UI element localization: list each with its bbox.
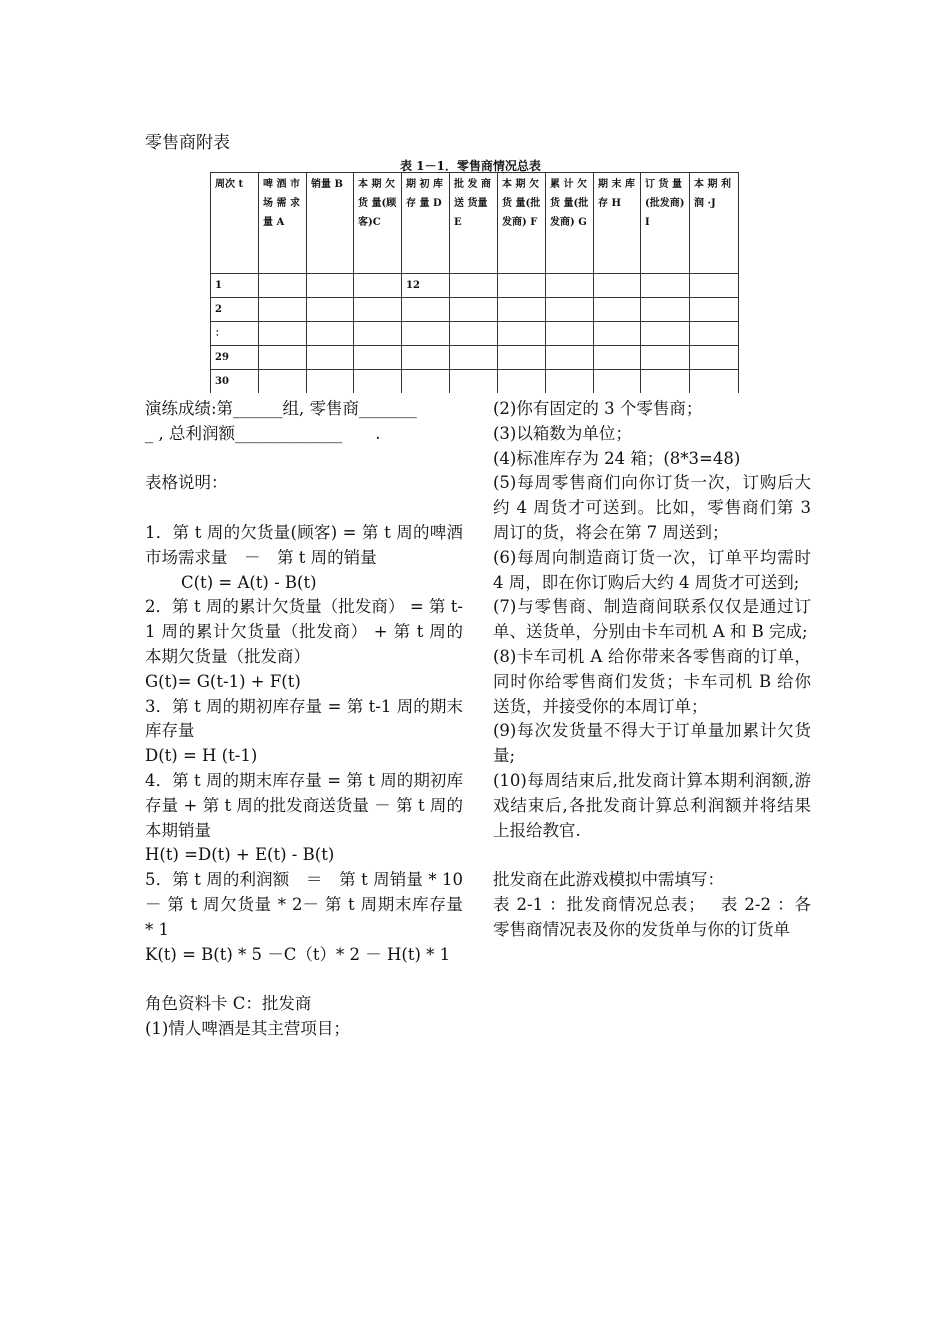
fill-in-title: 批发商在此游戏模拟中需填写： <box>493 870 724 890</box>
table-cell: 30 <box>211 370 259 394</box>
table-cell <box>594 370 641 394</box>
table-cell <box>546 346 594 370</box>
table-cell <box>402 346 450 370</box>
table-cell <box>690 322 739 346</box>
header-closing-stock: 期 末 库 存 H <box>594 173 641 274</box>
note-1-text: 1．第 t 周的欠货量(顾客) = 第 t 周的啤酒市场需求量 － 第 t 周的销量 <box>145 522 463 567</box>
table-cell: 1 <box>211 274 259 298</box>
retailer-summary-table-wrap <box>210 172 738 392</box>
table-cell <box>546 274 594 298</box>
header-market-demand: 啤 酒 市 场 需 求 量 A <box>259 173 307 274</box>
table-cell <box>498 274 546 298</box>
header-sales: 销量 B <box>307 173 354 274</box>
table-cell <box>259 274 307 298</box>
role-item-4: (4)标准库存为 24 箱；(8*3=48) <box>493 448 741 468</box>
note-4-text: 4．第 t 周的期末库存量 = 第 t 周的期初库存量 + 第 t 周的批发商送货量 － 第 t 周的本期销量 <box>145 770 463 840</box>
header-wholesaler-delivery: 批 发 商 送 货量 E <box>450 173 498 274</box>
table-row <box>211 370 739 394</box>
right-column <box>493 397 811 943</box>
table-cell <box>498 298 546 322</box>
table-cell <box>259 370 307 394</box>
header-opening-stock: 期 初 库 存 量 D <box>402 173 450 274</box>
table-cell <box>690 274 739 298</box>
table-cell <box>354 274 402 298</box>
table-cell <box>546 322 594 346</box>
table-cell <box>307 298 354 322</box>
left-column <box>145 397 463 1042</box>
header-profit: 本 期 利润 ·J <box>690 173 739 274</box>
table-row <box>211 274 739 298</box>
table-cell <box>641 346 690 370</box>
note-4-formula: H(t) =D(t) + E(t) - B(t) <box>145 845 335 865</box>
role-item-3: (3)以箱数为单位； <box>493 423 632 443</box>
table-cell <box>498 322 546 346</box>
role-item-2: (2)你有固定的 3 个零售商； <box>493 399 703 418</box>
table-cell <box>594 298 641 322</box>
table-cell <box>307 274 354 298</box>
table-cell: 12 <box>402 274 450 298</box>
table-cell <box>690 346 739 370</box>
note-2-formula: G(t)= G(t-1) + F(t) <box>145 671 301 691</box>
table-cell <box>259 322 307 346</box>
table-cell: 2 <box>211 298 259 322</box>
table-cell <box>594 346 641 370</box>
table-row <box>211 322 739 346</box>
note-2-text: 2．第 t 周的累计欠货量（批发商） = 第 t-1 周的累计欠货量（批发商） + 第 t 周的本期欠货量（批发商） <box>145 597 463 666</box>
note-3-text: 3．第 t 周的期初库存量 = 第 t-1 周的期末库存量 <box>145 696 463 741</box>
table-cell <box>450 346 498 370</box>
table-cell <box>641 370 690 394</box>
table-cell <box>450 298 498 322</box>
table-cell <box>307 322 354 346</box>
table-cell <box>641 274 690 298</box>
header-backorder-customer: 本 期 欠 货 量(顾客)C <box>354 173 402 274</box>
table-cell <box>402 370 450 394</box>
note-5-formula: K(t) = B(t) * 5 －C（t）* 2 － H(t) * 1 <box>145 944 451 964</box>
table-cell <box>259 346 307 370</box>
table-cell <box>354 346 402 370</box>
table-cell <box>641 322 690 346</box>
note-3-formula: D(t) = H (t-1) <box>145 746 258 766</box>
table-cell <box>450 322 498 346</box>
table-cell: ： <box>211 322 259 346</box>
role-item-7: (7)与零售商、制造商间联系仅仅是通过订单、送货单，分别由卡车司机 A 和 B 完成; <box>493 597 811 642</box>
table-cell <box>594 274 641 298</box>
page-heading: 零售商附表 <box>145 133 230 153</box>
note-1-formula: C(t) = A(t) - B(t) <box>181 572 317 592</box>
table-row <box>211 298 739 322</box>
score-line: 演练成绩:第______组, 零售商_______ <box>145 399 417 418</box>
table-cell <box>450 370 498 394</box>
table-cell <box>450 274 498 298</box>
note-5-text: 5．第 t 周的利润额 ＝ 第 t 周销量 * 10－ 第 t 周欠货量 * 2－ 第 t 周期末库存量 * 1 <box>145 870 463 939</box>
table-row <box>211 346 739 370</box>
table-cell <box>546 370 594 394</box>
role-item-6: (6)每周向制造商订货一次，订单平均需时 4 周，即在你订购后大约 4 周货才可送到; <box>493 547 811 592</box>
table-cell <box>307 370 354 394</box>
fill-in-tables: 表 2-1 ：批发商情况总表； 表 2-2 ：各零售商情况表及你的发货单与你的订货单 <box>493 894 811 939</box>
table-cell <box>498 370 546 394</box>
table-cell <box>690 298 739 322</box>
table-cell: 29 <box>211 346 259 370</box>
table-notes-title: 表格说明： <box>145 473 228 493</box>
header-backorder-wholesaler: 本 期 欠 货 量(批发商) F <box>498 173 546 274</box>
table-cell <box>402 298 450 322</box>
role-card-title: 角色资料卡 C：批发商 <box>145 994 312 1014</box>
table-cell <box>354 322 402 346</box>
header-order-quantity: 订 货 量(批发商)I <box>641 173 690 274</box>
table-cell <box>641 298 690 322</box>
table-cell <box>402 322 450 346</box>
table-title: 表 1－1．零售商情况总表 <box>400 159 541 173</box>
table-cell <box>690 370 739 394</box>
role-item-5: (5)每周零售商们向你订货一次，订购后大约 4 周货才可送到。比如，零售商们第 3 周订的货，将会在第 7 周送到； <box>493 473 811 542</box>
role-item-10: (10)每周结束后,批发商计算本期利润额,游戏结束后,各批发商计算总利润额并将结果上报给教官. <box>493 770 811 840</box>
role-item-9: (9)每次发货量不得大于订单量加累计欠货量; <box>493 721 811 766</box>
table-cell <box>354 370 402 394</box>
table-cell <box>594 322 641 346</box>
header-cumulative-backorder: 累 计 欠 货 量(批发商) G <box>546 173 594 274</box>
role-item-1: (1)情人啤酒是其主营项目； <box>145 1018 350 1038</box>
score-line: _ , 总利润额_____________ . <box>145 423 381 443</box>
table-cell <box>546 298 594 322</box>
header-week: 周次 t <box>211 173 259 274</box>
table-header-row <box>211 173 739 274</box>
table-cell <box>498 346 546 370</box>
table-cell <box>259 298 307 322</box>
table-cell <box>307 346 354 370</box>
table-cell <box>354 298 402 322</box>
role-item-8: (8)卡车司机 A 给你带来各零售商的订单，同时你给零售商们发货；卡车司机 B 给你送货，并接受你的本周订单； <box>493 646 811 716</box>
retailer-summary-table <box>210 172 739 393</box>
